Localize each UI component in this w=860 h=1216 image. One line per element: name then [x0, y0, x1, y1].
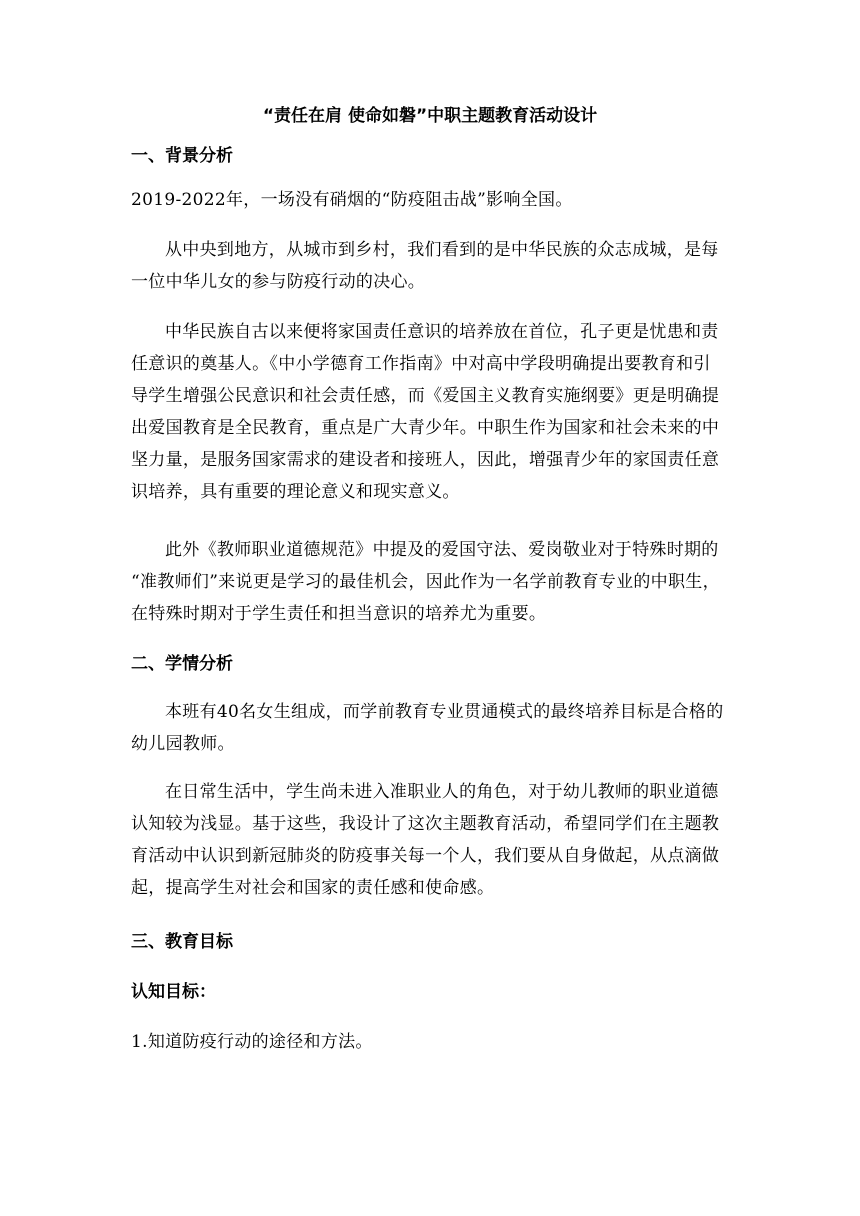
paragraph-line: 2019-2022年，一场没有硝烟的“防疫阻击战”影响全国。: [131, 190, 573, 210]
paragraph-line: 识培养，具有重要的理论意义和现实意义。: [131, 482, 460, 502]
paragraph-line: 在日常生活中，学生尚未进入准职业人的角色，对于幼儿教师的职业道德: [165, 782, 719, 802]
paragraph-background-4: [131, 534, 731, 630]
paragraph-line: 起，提高学生对社会和国家的责任感和使命感。: [131, 878, 495, 898]
paragraph-line: 中华民族自古以来便将家国责任意识的培养放在首位，孔子更是忧患和责: [165, 322, 719, 342]
paragraph-line: 任意识的奠基人。《中小学德育工作指南》中对高中学段明确提出要教育和引: [131, 354, 711, 374]
paragraph-line: 坚力量，是服务国家需求的建设者和接班人，因此，增强青少年的家国责任意: [131, 450, 720, 470]
paragraph-line: 本班有40名女生组成，而学前教育专业贯通模式的最终培养目标是合格的: [165, 702, 724, 722]
section-heading-education-goals: 三、教育目标: [131, 932, 233, 952]
paragraph-line: 认知较为浅显。基于这些，我设计了这次主题教育活动，希望同学们在主题教: [131, 814, 720, 834]
section-heading-background: 一、背景分析: [131, 146, 233, 166]
paragraph-learner-1: [131, 696, 731, 760]
paragraph-line: 导学生增强公民意识和社会责任感，而《爱国主义教育实施纲要》更是明确提: [131, 386, 720, 406]
paragraph-line: 育活动中认识到新冠肺炎的防疫事关每一个人，我们要从自身做起，从点滴做: [131, 846, 720, 866]
paragraph-line: 从中央到地方，从城市到乡村，我们看到的是中华民族的众志成城，是每: [165, 240, 719, 260]
paragraph-background-3: [131, 316, 731, 508]
paragraph-line: 1.知道防疫行动的途径和方法。: [131, 1032, 373, 1052]
paragraph-line: 在特殊时期对于学生责任和担当意识的培养尤为重要。: [131, 604, 547, 624]
paragraph-line: 出爱国教育是全民教育，重点是广大青少年。中职生作为国家和社会未来的中: [131, 418, 720, 438]
paragraph-line: 一位中华儿女的参与防疫行动的决心。: [131, 272, 426, 292]
paragraph-learner-2: [131, 776, 731, 904]
goal-item-1: [131, 1026, 731, 1058]
document-title: “责任在肩 使命如磐”中职主题教育活动设计: [262, 106, 598, 126]
paragraph-line: “准教师们”来说更是学习的最佳机会，因此作为一名学前教育专业的中职生，: [131, 572, 720, 592]
paragraph-background-2: [131, 234, 731, 298]
section-heading-learner-analysis: 二、学情分析: [131, 654, 233, 674]
paragraph-background-1: [131, 184, 731, 216]
paragraph-line: 幼儿园教师。: [131, 734, 235, 754]
paragraph-line: 此外《教师职业道德规范》中提及的爱国守法、爱岗敬业对于特殊时期的: [165, 540, 719, 560]
subheading-cognitive-goals: 认知目标：: [131, 982, 216, 1002]
